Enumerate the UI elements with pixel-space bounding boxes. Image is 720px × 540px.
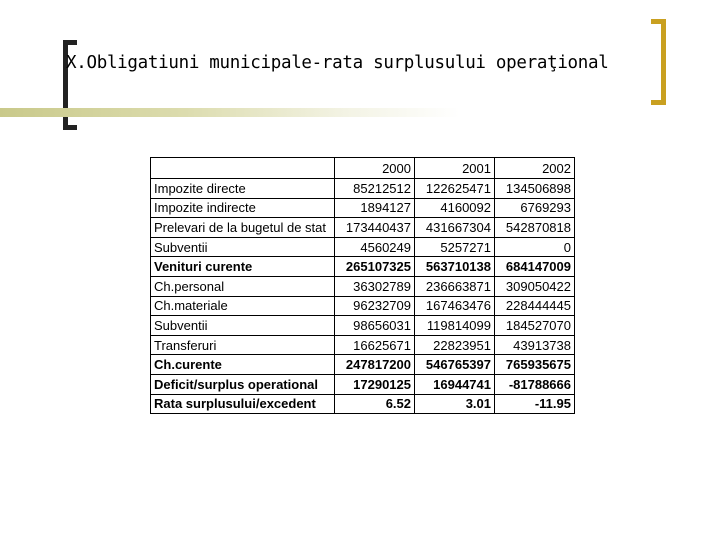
value-cell-2001: 3.01 <box>415 394 495 414</box>
table-row <box>151 316 575 336</box>
row-label: Impozite directe <box>151 179 335 199</box>
row-label: Ch.curente <box>151 355 335 375</box>
row-label: Venituri curente <box>151 257 335 277</box>
value-cell-2000: 1894127 <box>335 198 415 218</box>
table-row <box>151 237 575 257</box>
row-label: Subventii <box>151 316 335 336</box>
table-row <box>151 296 575 316</box>
value-cell-2002: 309050422 <box>495 276 575 296</box>
value-cell-2002: 228444445 <box>495 296 575 316</box>
value-cell-2000: 17290125 <box>335 374 415 394</box>
value-cell-2000: 85212512 <box>335 179 415 199</box>
table-row <box>151 335 575 355</box>
row-label: Prelevari de la bugetul de stat <box>151 218 335 238</box>
table-row <box>151 355 575 375</box>
value-cell-2001: 563710138 <box>415 257 495 277</box>
header-cell-empty <box>151 158 335 179</box>
slide-title: X.Obligatiuni municipale-rata surplusului operaţional <box>66 53 609 73</box>
row-label: Subventii <box>151 237 335 257</box>
table-row <box>151 179 575 199</box>
value-cell-2002: 134506898 <box>495 179 575 199</box>
value-cell-2001: 16944741 <box>415 374 495 394</box>
financial-table <box>150 157 575 414</box>
value-cell-2001: 431667304 <box>415 218 495 238</box>
row-label: Deficit/surplus operational <box>151 374 335 394</box>
table-row <box>151 218 575 238</box>
table-row <box>151 374 575 394</box>
value-cell-2002: 184527070 <box>495 316 575 336</box>
row-label: Transferuri <box>151 335 335 355</box>
value-cell-2001: 122625471 <box>415 179 495 199</box>
value-cell-2002: 6769293 <box>495 198 575 218</box>
value-cell-2001: 4160092 <box>415 198 495 218</box>
table-row <box>151 276 575 296</box>
table-header-row <box>151 158 575 179</box>
row-label: Ch.personal <box>151 276 335 296</box>
value-cell-2000: 6.52 <box>335 394 415 414</box>
table-row <box>151 257 575 277</box>
value-cell-2001: 546765397 <box>415 355 495 375</box>
value-cell-2001: 236663871 <box>415 276 495 296</box>
table-row <box>151 198 575 218</box>
value-cell-2002: 0 <box>495 237 575 257</box>
value-cell-2002: 765935675 <box>495 355 575 375</box>
value-cell-2000: 247817200 <box>335 355 415 375</box>
value-cell-2001: 5257271 <box>415 237 495 257</box>
value-cell-2002: -11.95 <box>495 394 575 414</box>
value-cell-2001: 22823951 <box>415 335 495 355</box>
value-cell-2002: 542870818 <box>495 218 575 238</box>
row-label: Ch.materiale <box>151 296 335 316</box>
header-cell-2002: 2002 <box>495 158 575 179</box>
value-cell-2000: 36302789 <box>335 276 415 296</box>
value-cell-2000: 265107325 <box>335 257 415 277</box>
value-cell-2000: 173440437 <box>335 218 415 238</box>
value-cell-2002: -81788666 <box>495 374 575 394</box>
value-cell-2001: 167463476 <box>415 296 495 316</box>
header-cell-2001: 2001 <box>415 158 495 179</box>
value-cell-2002: 43913738 <box>495 335 575 355</box>
value-cell-2001: 119814099 <box>415 316 495 336</box>
table-body <box>151 158 575 414</box>
value-cell-2002: 684147009 <box>495 257 575 277</box>
value-cell-2000: 96232709 <box>335 296 415 316</box>
table-row <box>151 394 575 414</box>
row-label: Rata surplusului/excedent <box>151 394 335 414</box>
row-label: Impozite indirecte <box>151 198 335 218</box>
value-cell-2000: 4560249 <box>335 237 415 257</box>
value-cell-2000: 16625671 <box>335 335 415 355</box>
value-cell-2000: 98656031 <box>335 316 415 336</box>
title-underline-bar <box>0 108 460 117</box>
header-cell-2000: 2000 <box>335 158 415 179</box>
